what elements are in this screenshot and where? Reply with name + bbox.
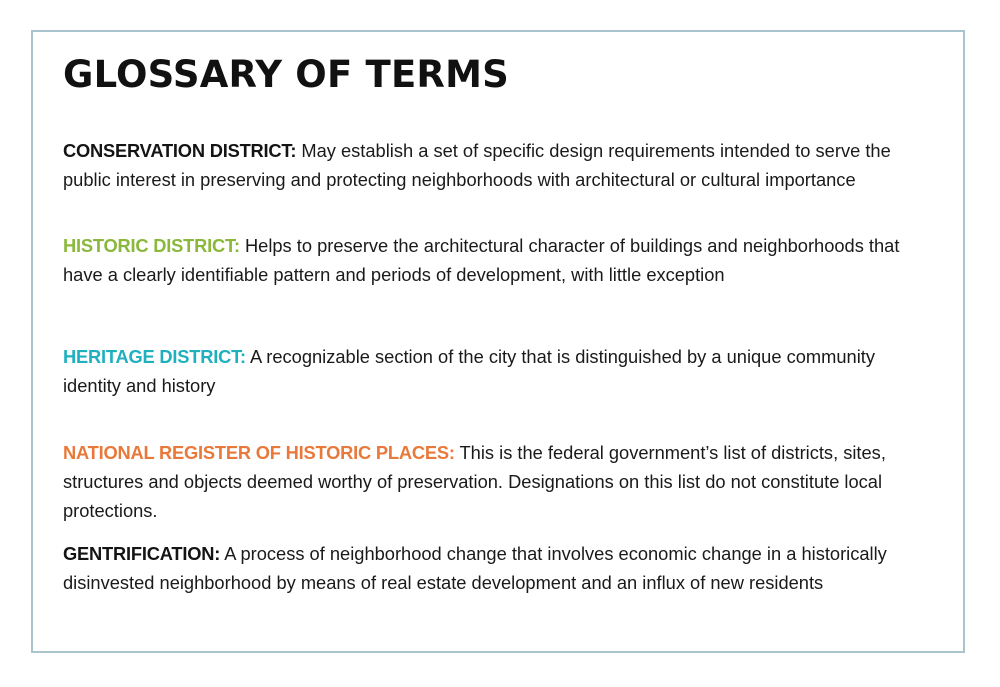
term-label: HERITAGE DISTRICT: [63,346,246,367]
glossary-box [31,30,965,653]
term-label: NATIONAL REGISTER OF HISTORIC PLACES: [63,442,455,463]
glossary-entry-conservation-district [63,136,933,194]
term-label: HISTORIC DISTRICT: [63,235,240,256]
glossary-entry-historic-district [63,231,933,289]
term-definition: A process of neighborhood change that involves economic change in a historically disinvested neighborhood by means of real estate development and an influx of new residents [63,543,887,593]
glossary-entry-heritage-district [63,342,933,400]
glossary-entry-national-register [63,438,933,525]
term-definition: This is the federal government’s list of districts, sites, structures and objects deemed worthy of preservation. Designations on this list do not constitute local protections. [63,442,886,521]
glossary-entry-gentrification [63,539,933,597]
term-definition: May establish a set of specific design requirements intended to serve the public interest in preserving and protecting neighborhoods with architectural or cultural importance [63,140,891,190]
term-definition: A recognizable section of the city that is distinguished by a unique community identity and history [63,346,875,396]
term-definition: Helps to preserve the architectural character of buildings and neighborhoods that have a clearly identifiable pattern and periods of development, with little exception [63,235,900,285]
glossary-title: GLOSSARY OF TERMS [63,53,509,96]
term-label: GENTRIFICATION: [63,543,221,564]
term-label: CONSERVATION DISTRICT: [63,140,297,161]
